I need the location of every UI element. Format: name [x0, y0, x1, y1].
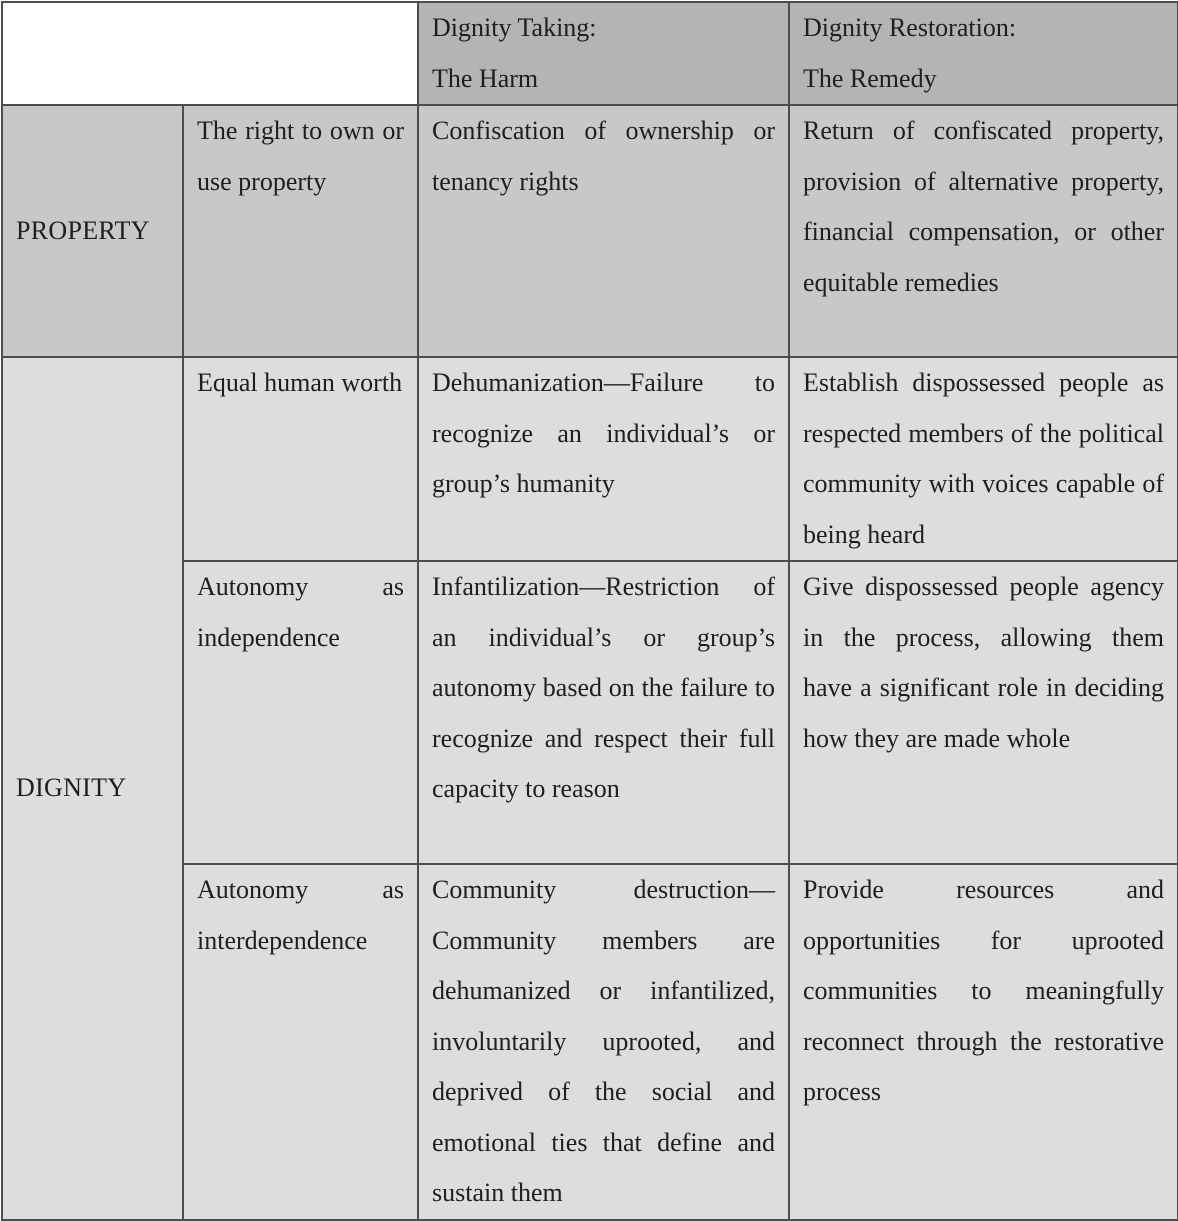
- table-row-property: [2, 105, 1178, 357]
- header-harm-subtitle: The Harm: [432, 63, 539, 93]
- dignity-framework-table: [1, 1, 1178, 1221]
- header-harm-title: Dignity Taking:: [432, 13, 597, 42]
- category-property: PROPERTY: [2, 105, 183, 357]
- harm-cell: Dehumanization—Failure to recognize an individual’s or group’s humanity: [418, 357, 789, 561]
- harm-cell: Community destruction—Community members are dehumanized or infantilized, involuntarily uprooted, and deprived of the social and emotional ties that define and sustain them: [418, 864, 789, 1220]
- header-remedy-title: Dignity Restoration:: [803, 13, 1017, 42]
- header-row: [2, 2, 1178, 105]
- header-remedy-cell: [789, 2, 1178, 105]
- remedy-cell: Provide resources and opportunities for uprooted communities to meaningfully reconnect through the restorative process: [789, 864, 1178, 1220]
- header-remedy-subtitle: The Remedy: [803, 63, 937, 93]
- table-row-equal-worth: [2, 357, 1178, 561]
- concept-cell: Autonomy as independence: [183, 561, 418, 864]
- category-dignity: DIGNITY: [2, 357, 183, 1220]
- header-harm-cell: [418, 2, 789, 105]
- harm-cell: Infantilization—Restriction of an individual’s or group’s autonomy based on the failure to recognize and respect their full capacity to reason: [418, 561, 789, 864]
- concept-cell: Autonomy as interdependence: [183, 864, 418, 1220]
- concept-cell: Equal human worth: [183, 357, 418, 561]
- harm-cell: Confiscation of ownership or tenancy rights: [418, 105, 789, 357]
- header-blank-cell: [2, 2, 418, 105]
- concept-cell: The right to own or use property: [183, 105, 418, 357]
- remedy-cell: Establish dispossessed people as respected members of the political community with voices capable of being heard: [789, 357, 1178, 561]
- remedy-cell: Return of confiscated property, provision of alternative property, financial compensation, or other equitable remedies: [789, 105, 1178, 357]
- remedy-cell: Give dispossessed people agency in the process, allowing them have a significant role in deciding how they are made whole: [789, 561, 1178, 864]
